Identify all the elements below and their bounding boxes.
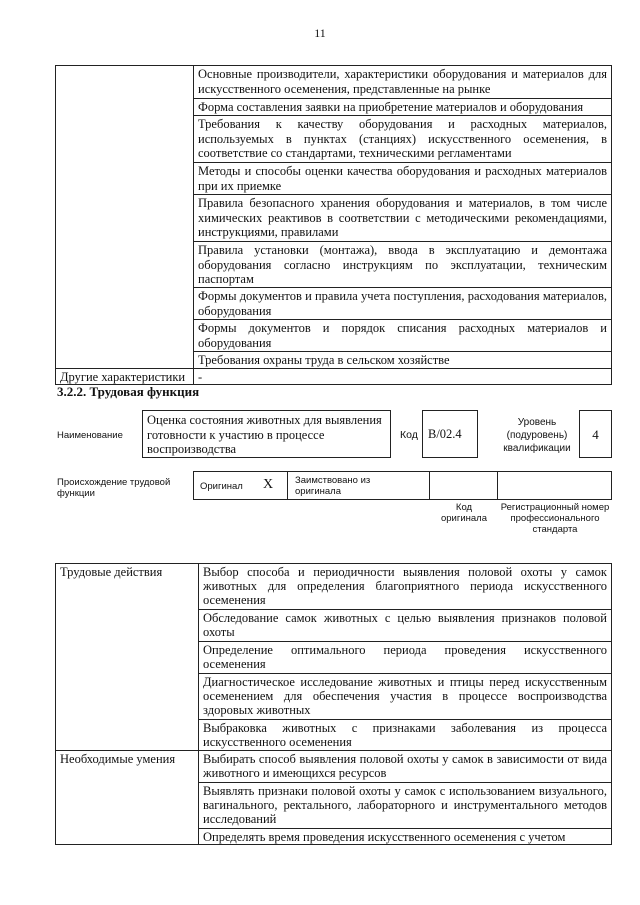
row-label-required-skills: Необходимые умения xyxy=(56,751,199,845)
table-row xyxy=(56,751,612,783)
original-label: Оригинал xyxy=(200,481,243,492)
level-label: Уровень (подуровень) квалификации xyxy=(503,417,571,454)
table-cell: Выбирать способ выявления половой охоты у самок в зависимости от вида животного и имеющихся ресурсов xyxy=(199,751,612,783)
table-cell: Формы документов и правила учета поступления, расходования материалов, оборудования xyxy=(194,288,612,320)
reg-number-label: Регистрационный номер профессионального стандарта xyxy=(500,502,610,535)
table-cell: Требования охраны труда в сельском хозяйстве xyxy=(194,352,612,369)
table-cell: Методы и способы оценки качества оборудования и расходных материалов при их приемке xyxy=(194,163,612,195)
origin-code-box xyxy=(429,471,498,500)
table-cell: Выбор способа и периодичности выявления половой охоты у самок животных для определения благоприятного периода искусственного осеменения xyxy=(199,564,612,610)
table-cell: Выявлять признаки половой охоты у самок с использованием визуального, вагинального, ректального, лабораторного и инструментального методов исследований xyxy=(199,783,612,829)
origin-label: Происхождение трудовой функции xyxy=(57,477,171,499)
table-cell: Обследование самок животных с целью выявления признаков половой охоты xyxy=(199,610,612,642)
level-value: 4 xyxy=(592,427,599,442)
code-box xyxy=(422,410,478,458)
name-label: Наименование xyxy=(57,430,123,441)
function-name-value: Оценка состояния животных для выявления готовности к участию в процессе воспроизводства xyxy=(147,413,382,456)
table-cell: Формы документов и порядок списания расходных материалов и оборудования xyxy=(194,320,612,352)
row-label-empty xyxy=(56,66,194,369)
table-cell: Форма составления заявки на приобретение материалов и оборудования xyxy=(194,99,612,116)
reg-number-box xyxy=(497,471,612,500)
row-label-other-characteristics: Другие характеристики xyxy=(56,368,194,385)
table-cell: Требования к качеству оборудования и расходных материалов, используемых в пунктах (станциях) искусственного осеменения, в соответствие со стандартами, техническими регламентами xyxy=(194,116,612,163)
original-mark: X xyxy=(263,477,274,492)
section-heading: 3.2.2. Трудовая функция xyxy=(57,384,200,399)
knowledge-table xyxy=(55,65,612,385)
table-cell: - xyxy=(194,368,612,385)
table-cell: Диагностическое исследование животных и птицы перед искусственным осеменением для обеспечения участия в процессе воспроизводства здоровых животных xyxy=(199,674,612,720)
table-row xyxy=(56,66,612,99)
function-name-box xyxy=(142,410,391,458)
origin-box-original xyxy=(193,471,288,500)
borrowed-label: Заимствовано из оригинала xyxy=(295,475,371,497)
origin-code-label: Код оригинала xyxy=(440,502,487,524)
table-cell: Правила установки (монтажа), ввода в эксплуатацию и демонтажа оборудования согласно инструкциям по эксплуатации, техническим паспортам xyxy=(194,242,612,288)
table-cell: Основные производители, характеристики оборудования и материалов для искусственного осеменения, представленные на рынке xyxy=(194,66,612,99)
page-number: 11 xyxy=(314,26,326,40)
labor-function-table xyxy=(55,563,612,845)
table-cell: Определять время проведения искусственного осеменения с учетом xyxy=(199,829,612,845)
table-cell: Правила безопасного хранения оборудования и материалов, в том числе химических реактивов в соответствии с методическими рекомендациями, инструкциями, правилами xyxy=(194,195,612,242)
table-cell: Выбраковка животных с признаками заболевания из процесса искусственного осеменения xyxy=(199,720,612,751)
row-label-labor-actions: Трудовые действия xyxy=(56,564,199,751)
origin-box-borrowed xyxy=(287,471,430,500)
table-row xyxy=(56,368,612,385)
code-value: B/02.4 xyxy=(428,427,462,441)
code-label: Код xyxy=(400,429,418,441)
level-box xyxy=(579,410,612,458)
table-row xyxy=(56,564,612,610)
table-cell: Определение оптимального периода проведения искусственного осеменения xyxy=(199,642,612,674)
